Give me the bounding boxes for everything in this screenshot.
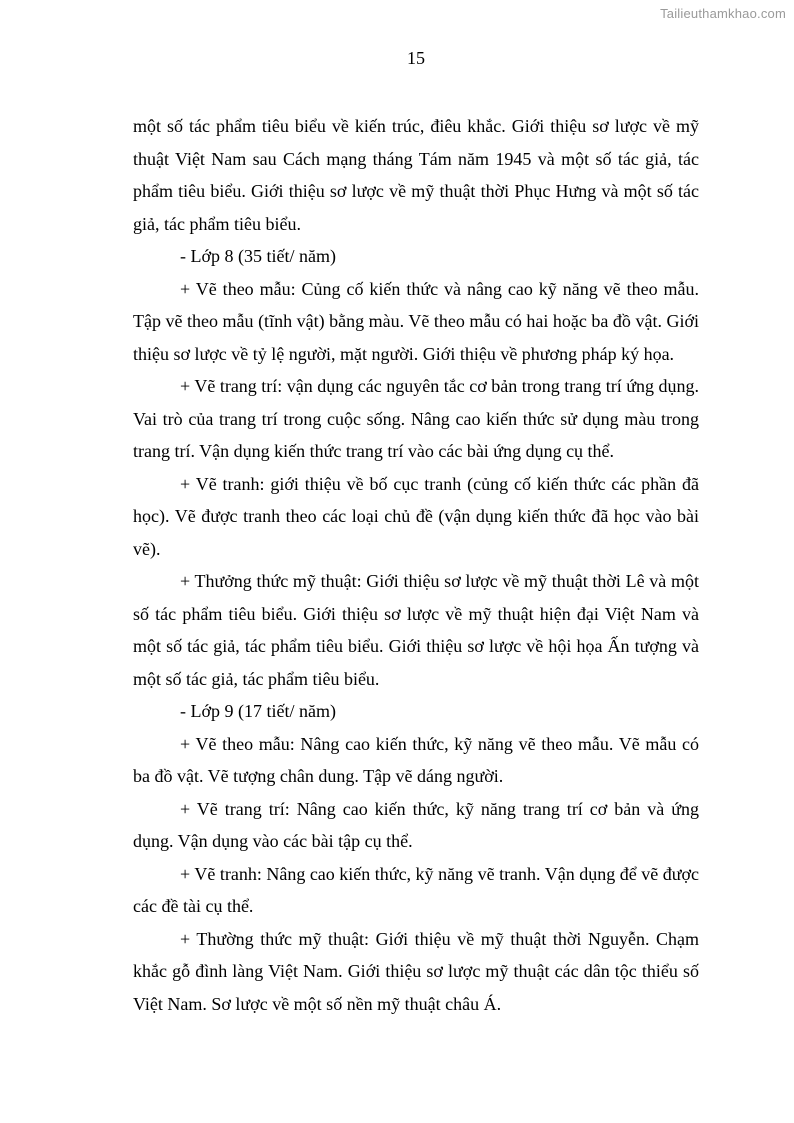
paragraph-grade-9-art-appreciation: + Thường thức mỹ thuật: Giới thiệu về mỹ thuật thời Nguyễn. Chạm khắc gỗ đình làng Việt Nam. Giới thiệu sơ lược mỹ thuật các dân tộc thiểu số Việt Nam. Sơ lược về một số nền mỹ thuật châu Á. [133,928,699,1014]
paragraph-continuation: một số tác phẩm tiêu biểu về kiến trúc, điêu khắc. Giới thiệu sơ lược về mỹ thuật Việt Nam sau Cách mạng tháng Tám năm 1945 và một số tác giả, tác phẩm tiêu biểu. Giới thiệu sơ lược về mỹ thuật thời Phục Hưng và một số tác giả, tác phẩm tiêu biểu. [133,116,699,234]
page-number: 15 [407,48,425,68]
watermark: Tailieuthamkhao.com [660,6,786,21]
paragraph-grade-9-decoration: + Vẽ trang trí: Nâng cao kiến thức, kỹ năng trang trí cơ bản và ứng dụng. Vận dụng vào các bài tập cụ thể. [133,798,699,851]
heading-grade-8: - Lớp 8 (35 tiết/ năm) [180,246,336,266]
paragraph-grade-8-painting: + Vẽ tranh: giới thiệu về bố cục tranh (củng cố kiến thức các phần đã học). Vẽ được tranh theo các loại chủ đề (vận dụng kiến thức đã học vào bài vẽ). [133,473,699,559]
paragraph-grade-9-drawing-from-model: + Vẽ theo mẫu: Nâng cao kiến thức, kỹ năng vẽ theo mẫu. Vẽ mẫu có ba đồ vật. Vẽ tượng chân dung. Tập vẽ dáng người. [133,733,699,786]
document-body [133,110,699,1020]
paragraph-grade-8-drawing-from-model: + Vẽ theo mẫu: Củng cố kiến thức và nâng cao kỹ năng vẽ theo mẫu. Tập vẽ theo mẫu (tĩnh vật) bằng màu. Vẽ theo mẫu có hai hoặc ba đồ vật. Giới thiệu sơ lược về tỷ lệ người, mặt người. Giới thiệu về phương pháp ký họa. [133,278,699,364]
heading-grade-9: - Lớp 9 (17 tiết/ năm) [180,701,336,721]
paragraph-grade-9-painting: + Vẽ tranh: Nâng cao kiến thức, kỹ năng vẽ tranh. Vận dụng để vẽ được các đề tài cụ thể. [133,863,699,916]
paragraph-grade-8-decoration: + Vẽ trang trí: vận dụng các nguyên tắc cơ bản trong trang trí ứng dụng. Vai trò của trang trí trong cuộc sống. Nâng cao kiến thức sử dụng màu trong trang trí. Vận dụng kiến thức trang trí vào các bài ứng dụng cụ thể. [133,376,699,461]
paragraph-grade-8-art-appreciation: + Thưởng thức mỹ thuật: Giới thiệu sơ lược về mỹ thuật thời Lê và một số tác phẩm tiêu biểu. Giới thiệu sơ lược về mỹ thuật hiện đại Việt Nam và một số tác giả, tác phẩm tiêu biểu. Giới thiệu sơ lược về hội họa Ấn tượng và một số tác giả, tác phẩm tiêu biểu. [133,571,699,689]
